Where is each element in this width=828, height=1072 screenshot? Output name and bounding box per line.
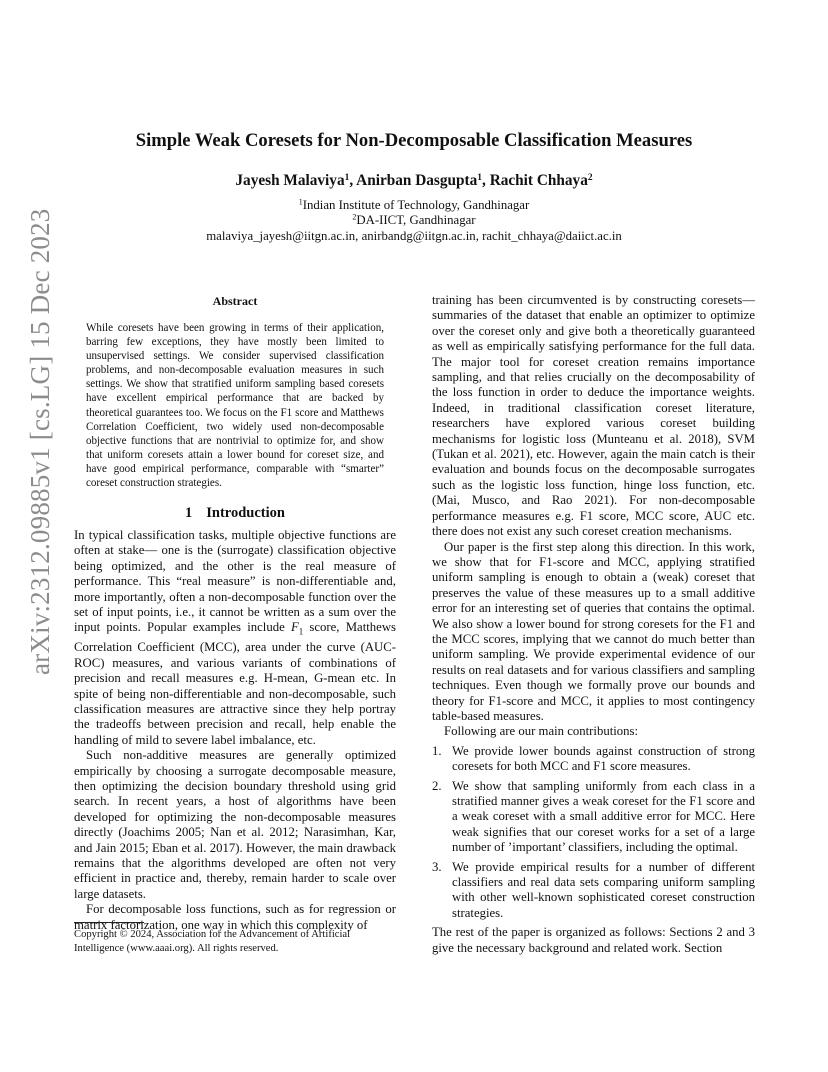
paragraph: In typical classification tasks, multiple objective functions are often at stake— one is the (surrogate) classification objective being optimized, and the other is the real measure of performance. This “real measure” is non-differentiable and, more importantly, often a non-decomposable function over the set of input points, i.e., it cannot be written as a sum over the input points. Popular examples include $F_1$ score, Matthews Correlation Coefficient (MCC), area under the curve (AUC-ROC) measures, and various variants of combinations of precision and recall measures e.g. H-mean, G-mean etc. In spite of being non-differentiable and non-decomposable, such classification measures are attractive since they help portray the tradeoffs between precision and recall, help enable the handling of mild to severe label imbalance, etc. [74, 528, 396, 747]
left-column-body [74, 528, 396, 933]
author-separator: , [349, 172, 357, 189]
affiliation-text: Indian Institute of Technology, Gandhinagar [302, 198, 530, 212]
paragraph: Following are our main contributions: [444, 724, 639, 739]
paragraph: training has been circumvented is by constructing coresets—summaries of the dataset that enable an optimizer to optimize over the coreset only and give both a theoretically guaranteed as well as empirically satisfying performance for the full data. The major tool for coreset creation remains importance sampling, and that relies crucially on the decomposability of the loss function in order to deduce the importance weights. Indeed, in traditional classification coreset literature, researchers have explored various coreset building mechanisms for logistic loss (Munteanu et al. 2018), SVM (Tukan et al. 2021), etc. However, again the main catch is their evaluation and bounds focus on the decomposable surrogates such as the logistic loss function, hinge loss function, etc. (Mai, Musco, and Rao 2021). For non-decomposable performance measures e.g. F1 score, MCC score, AUC etc. there does not exist any such coreset creation mechanisms. [432, 293, 755, 539]
author-name: Rachit Chhaya [489, 172, 588, 189]
paper-title: Simple Weak Coresets for Non-Decomposable Classification Measures [135, 130, 693, 151]
list-item: 2. We show that sampling uniformly from each class in a stratified manner gives a weak coreset for the F1 score and a weak coreset with a small additive error for MCC. Here weak signifies that our coreset works for a set of a large number of ’important’ classifiers, including the optimal. [432, 778, 755, 855]
affiliation-mark: 1 [298, 197, 303, 207]
author-emails: malaviya_jayesh@iitgn.ac.in, anirbandg@iitgn.ac.in, rachit_chhaya@daiict.ac.in [206, 229, 622, 243]
footnote-rule [74, 922, 144, 923]
paragraph: For decomposable loss functions, such as for regression or matrix factorization, one way in which this complexity of [74, 902, 396, 932]
affiliation-mark: 1 [344, 172, 350, 183]
section-heading [74, 505, 396, 522]
affiliation-text: DA-IICT, Gandhinagar [356, 213, 476, 227]
author-name: Anirban Dasgupta [356, 172, 478, 189]
paragraph: Our paper is the first step along this direction. In this work, we show that for F1-score and MCC, applying stratified uniform sampling is enough to obtain a (weak) coreset that preserves the value of these measures up to a small additive error for an interesting set of queries that contains the optimal. We also show a lower bound for strong coresets for the F1 and the MCC scores, implying that we cannot do much better than uniform sampling. We provide experimental evidence of our results on real datasets and for various classifiers and sampling techniques. Even though we formally prove our bounds and theory for F1-score and MCC, it applies to most contingency table-based measures. [432, 539, 755, 723]
math-f1: F [290, 620, 299, 635]
contributions-list [432, 744, 755, 921]
author-name: Jayesh Malaviya [235, 172, 345, 189]
author-separator: , [482, 172, 490, 189]
arxiv-identifier: arXiv:2312.09885v1 [cs.LG] 15 Dec 2023 [25, 208, 55, 675]
affiliation-line [0, 212, 828, 228]
right-column-body [432, 293, 755, 956]
affiliation-line [0, 197, 828, 213]
section-title: Introduction [206, 505, 285, 521]
paragraph: The rest of the paper is organized as follows: Sections 2 and 3 give the necessary background and related work. Section [432, 925, 755, 955]
abstract-heading: Abstract [212, 294, 258, 308]
list-item: 1. We provide lower bounds against construction of strong coresets for both MCC and F1 score measures. [432, 743, 755, 774]
abstract-text: While coresets have been growing in terms of their application, barring few exceptions, they have mostly been limited to unsupervised settings. We consider supervised classification problems, and non-decomposable evaluation measures in such settings. We show that stratified uniform sampling based coresets have excellent empirical performance that are backed by theoretical guarantees too. We focus on the F1 score and Matthews Correlation Coefficient, two widely used non-decomposable objective functions that are nontrivial to optimize for, and show that uniform coresets attain a lower bound for coreset size, and have good empirical performance, comparable with “smarter” coreset construction strategies. [86, 322, 384, 490]
section-number: 1 [185, 505, 193, 521]
affiliation-mark: 2 [352, 212, 357, 222]
copyright-footnote: Copyright © 2024, Association for the Advancement of Artificial Intelligence (www.aaai.org). All rights reserved. [74, 929, 351, 954]
paragraph: Such non-additive measures are generally optimized empirically by choosing a surrogate decomposable measure, then optimizing the decision boundary threshold using grid search. In recent years, a host of algorithms have been developed for optimizing the non-decomposable measures directly (Joachims 2005; Nan et al. 2012; Narasimhan, Kar, and Jain 2015; Eban et al. 2017). However, the main drawback remains that the algorithms developed are often not very efficient in practice and, thereby, remain harder to scale over large datasets. [74, 748, 396, 901]
list-item: 3. We provide empirical results for a number of different classifiers and real data sets comparing uniform sampling with other well-known sophisticated coreset construction strategies. [432, 859, 755, 920]
affiliation-mark: 1 [477, 172, 483, 183]
author-list [0, 172, 828, 190]
affiliation-mark: 2 [587, 172, 593, 183]
